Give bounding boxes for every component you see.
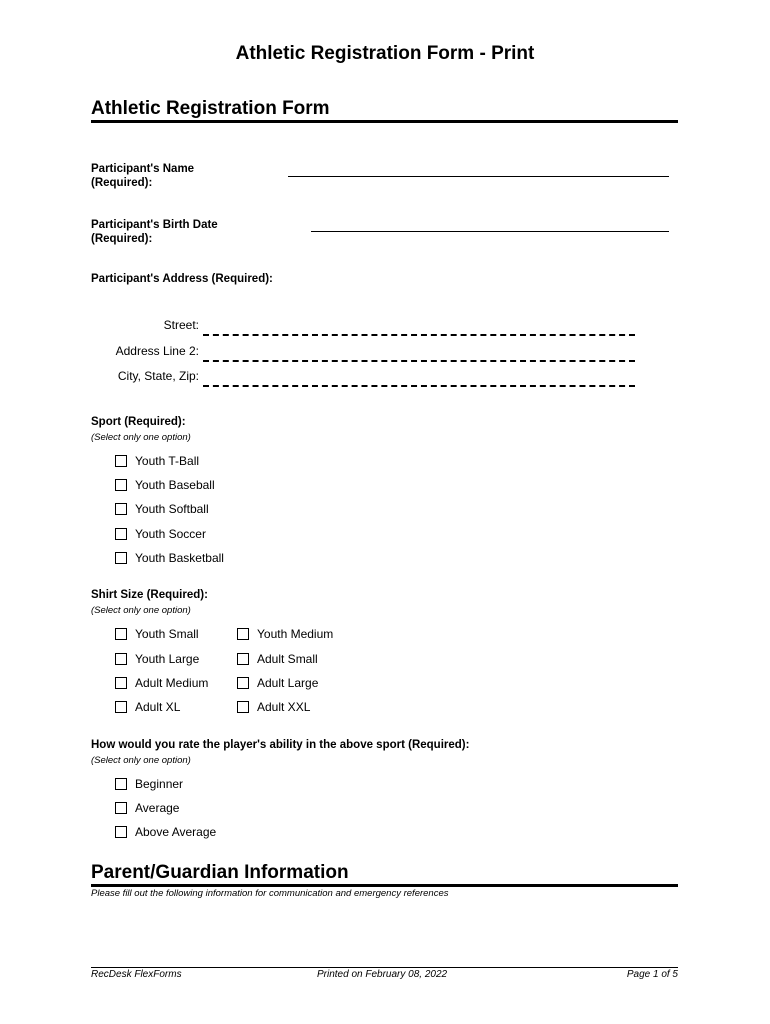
checkbox[interactable]	[115, 528, 127, 540]
footer-page-number: Page 1 of 5	[626, 969, 678, 980]
ability-hint: (Select only one option)	[91, 755, 191, 766]
shirt-option-adult-small[interactable]	[237, 652, 318, 666]
birth-date-label	[91, 218, 218, 246]
ability-option-beginner[interactable]	[115, 777, 183, 791]
checkbox[interactable]	[115, 503, 127, 515]
checkbox[interactable]	[237, 653, 249, 665]
city-state-zip-label: City, State, Zip:	[117, 369, 199, 383]
checkbox[interactable]	[115, 552, 127, 564]
checkbox[interactable]	[115, 653, 127, 665]
birth-date-label-line1: Participant's Birth Date	[91, 219, 218, 231]
option-label: Youth Softball	[135, 502, 209, 516]
ability-option-average[interactable]	[115, 801, 179, 815]
page-title: Athletic Registration Form - Print	[235, 43, 535, 64]
checkbox[interactable]	[115, 455, 127, 467]
option-label: Youth Small	[135, 627, 199, 641]
option-label: Average	[135, 801, 180, 815]
checkbox[interactable]	[237, 677, 249, 689]
birth-date-field[interactable]	[311, 231, 669, 232]
option-label: Youth Baseball	[135, 478, 215, 492]
checkbox[interactable]	[115, 802, 127, 814]
participant-name-field[interactable]	[288, 176, 669, 177]
street-label: Street:	[163, 318, 199, 332]
sport-option-softball[interactable]	[115, 502, 209, 516]
section-heading-parent-guardian: Parent/Guardian Information	[91, 862, 678, 887]
shirt-option-adult-xxl[interactable]	[237, 700, 310, 714]
checkbox[interactable]	[115, 701, 127, 713]
sport-option-soccer[interactable]	[115, 527, 206, 541]
footer-print-date: Printed on February 08, 2022	[317, 969, 448, 980]
birth-date-label-line2: (Required):	[91, 233, 153, 245]
checkbox[interactable]	[237, 628, 249, 640]
shirt-option-youth-small[interactable]	[115, 627, 199, 641]
option-label: Adult Large	[257, 676, 319, 690]
participant-name-label	[91, 162, 194, 190]
option-label: Adult Small	[257, 652, 318, 666]
option-label: Youth Large	[135, 652, 200, 666]
section-heading-registration: Athletic Registration Form	[91, 98, 678, 123]
city-state-zip-field[interactable]	[203, 385, 635, 387]
parent-guardian-hint: Please fill out the following information for communication and emergency references	[91, 888, 449, 899]
option-label: Beginner	[135, 777, 184, 791]
sport-option-tball[interactable]	[115, 454, 199, 468]
checkbox[interactable]	[115, 677, 127, 689]
ability-label: How would you rate the player's ability in the above sport (Required):	[91, 739, 470, 751]
address-line2-label: Address Line 2:	[115, 344, 199, 358]
shirt-option-adult-large[interactable]	[237, 676, 318, 690]
checkbox[interactable]	[115, 778, 127, 790]
ability-option-above-average[interactable]	[115, 825, 216, 839]
address-label: Participant's Address (Required):	[91, 273, 273, 285]
checkbox[interactable]	[115, 826, 127, 838]
sport-option-baseball[interactable]	[115, 478, 215, 492]
option-label: Adult XXL	[257, 700, 311, 714]
sport-label: Sport (Required):	[91, 416, 186, 428]
participant-name-label-line2: (Required):	[91, 177, 153, 189]
checkbox[interactable]	[237, 701, 249, 713]
shirt-option-youth-medium[interactable]	[237, 627, 333, 641]
address-line2-field[interactable]	[203, 360, 635, 362]
shirt-option-adult-medium[interactable]	[115, 676, 208, 690]
footer-divider	[91, 967, 678, 968]
option-label: Adult XL	[135, 700, 181, 714]
shirt-option-adult-xl[interactable]	[115, 700, 180, 714]
checkbox[interactable]	[115, 628, 127, 640]
sport-hint: (Select only one option)	[91, 432, 191, 443]
street-field[interactable]	[203, 334, 635, 336]
option-label: Youth Medium	[257, 627, 334, 641]
participant-name-label-line1: Participant's Name	[91, 163, 195, 175]
footer-brand: RecDesk FlexForms	[91, 969, 182, 980]
option-label: Adult Medium	[135, 676, 209, 690]
sport-option-basketball[interactable]	[115, 551, 224, 565]
option-label: Youth Basketball	[135, 551, 224, 565]
shirt-size-label: Shirt Size (Required):	[91, 589, 208, 601]
option-label: Above Average	[135, 825, 217, 839]
option-label: Youth T-Ball	[135, 454, 200, 468]
shirt-option-youth-large[interactable]	[115, 652, 199, 666]
option-label: Youth Soccer	[135, 527, 206, 541]
shirt-size-hint: (Select only one option)	[91, 605, 191, 616]
checkbox[interactable]	[115, 479, 127, 491]
